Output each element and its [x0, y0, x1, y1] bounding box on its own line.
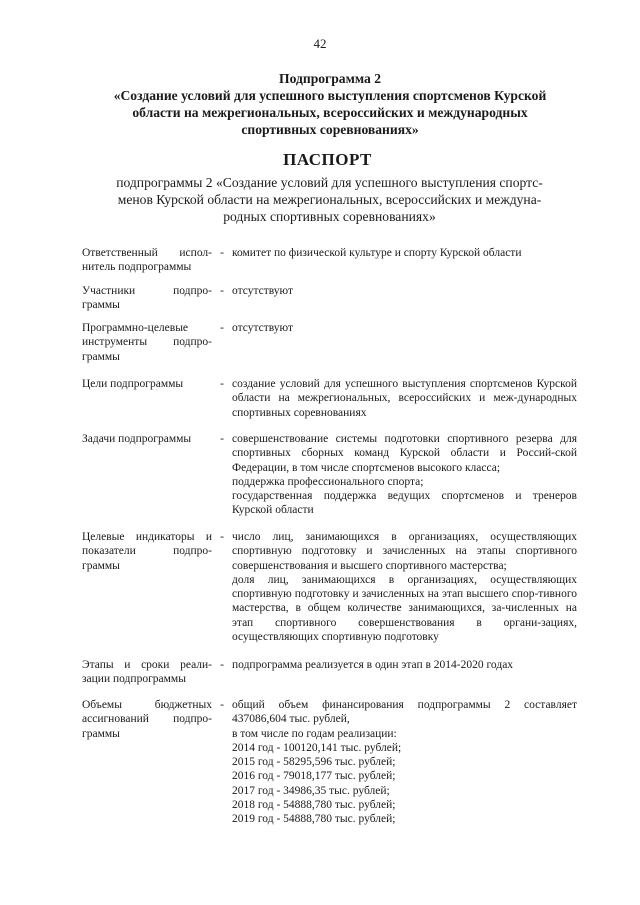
budget-year-line: 2014 год - 100120,141 тыс. рублей; [232, 741, 402, 754]
row-value-paragraph: государственная поддержка ведущих спортсменов и тренеров Курской области [232, 490, 577, 517]
passport-description-line: подпрограммы 2 «Создание условий для успешного выступления спортс- [116, 175, 543, 190]
budget-year-line: 2017 год - 34986,35 тыс. рублей; [232, 784, 390, 797]
row-value [232, 432, 577, 518]
row-value-paragraph: комитет по физической культуре и спорту Курской области [232, 247, 522, 259]
row-label: Ответственный испол-нитель подпрограммы [82, 247, 212, 274]
row-label: Цели подпрограммы [82, 378, 184, 390]
row-value-paragraph: общий объем финансирования подпрограммы 2 составляет 437086,604 тыс. рублей, [232, 699, 577, 726]
passport-description [82, 174, 577, 225]
page-number: 42 [313, 36, 327, 51]
row-value-paragraph: доля лиц, занимающихся в организациях, осуществляющих спортивную подготовку и зачисленных на этап высшего спор-тивного мастерства, в общем количестве занимающихся, за-численных на этап спортивного совершенствования в органи-зациях, осуществляющих спортивную подготовку [232, 573, 577, 644]
row-dash: - [220, 378, 224, 390]
budget-year-line: 2015 год - 58295,596 тыс. рублей; [232, 756, 396, 769]
row-dash: - [220, 531, 224, 543]
budget-year-line: 2019 год - 54888,780 тыс. рублей; [232, 813, 396, 826]
row-dash: - [220, 699, 224, 711]
budget-year-line: 2018 год - 54888,780 тыс. рублей; [232, 799, 396, 812]
subprogram-title-line: Подпрограмма 2 [279, 71, 381, 86]
row-dash: - [220, 247, 224, 259]
passport-description-line: менов Курской области на межрегиональных, всероссийских и междуна- [117, 192, 542, 207]
subprogram-title-line: спортивных соревнованиях» [241, 122, 419, 137]
row-label: Участники подпро-граммы [82, 285, 212, 312]
row-value-paragraph: отсутствуют [232, 285, 294, 297]
row-dash: - [220, 285, 224, 297]
row-value [232, 530, 577, 644]
row-label: Программно-целевые инструменты подпро-граммы [82, 322, 212, 363]
row-label: Целевые индикаторы и показатели подпро-граммы [82, 531, 212, 572]
row-dash: - [220, 433, 224, 445]
subprogram-title [70, 70, 590, 138]
row-value-paragraph: в том числе по годам реализации: [232, 727, 397, 740]
row-value [232, 284, 577, 298]
passport-description-line: родных спортивных соревнованиях» [223, 209, 436, 224]
row-label: Задачи подпрограммы [82, 433, 192, 445]
row-value [232, 321, 577, 335]
row-label: Этапы и сроки реали-зации подпрограммы [82, 659, 212, 686]
budget-year-line: 2016 год - 79018,177 тыс. рублей; [232, 770, 396, 783]
row-value-paragraph: число лиц, занимающихся в организациях, осуществляющих спортивную подготовку и зачисленных на этапы спортивного совершенствования и высшего спортивного мастерства; [232, 531, 577, 572]
row-value-paragraph: совершенствование системы подготовки спортивного резерва для спортивных сборных команд Курской области и Россий-ской Федерации, в том числе спортсменов высокого класса; [232, 433, 577, 474]
row-dash: - [220, 659, 224, 671]
row-dash: - [220, 322, 224, 334]
subprogram-title-line: «Создание условий для успешного выступления спортсменов Курской [113, 88, 547, 103]
passport-heading: ПАСПОРТ [283, 150, 372, 169]
row-value [232, 377, 577, 420]
row-value-paragraph: отсутствуют [232, 322, 294, 334]
row-value-paragraph: подпрограмма реализуется в один этап в 2014-2020 годах [232, 659, 514, 671]
row-value [232, 698, 577, 827]
row-value-paragraph: создание условий для успешного выступления спортсменов Курской области на межрегиональных, всероссийских и меж-дународных спортивных соревнованиях [232, 378, 577, 419]
row-value [232, 658, 577, 672]
row-value [232, 246, 577, 260]
row-value-paragraph: поддержка профессионального спорта; [232, 475, 424, 488]
row-label: Объемы бюджетных ассигнований подпро-граммы [82, 699, 212, 740]
subprogram-title-line: области на межрегиональных, всероссийских и международных [132, 105, 528, 120]
